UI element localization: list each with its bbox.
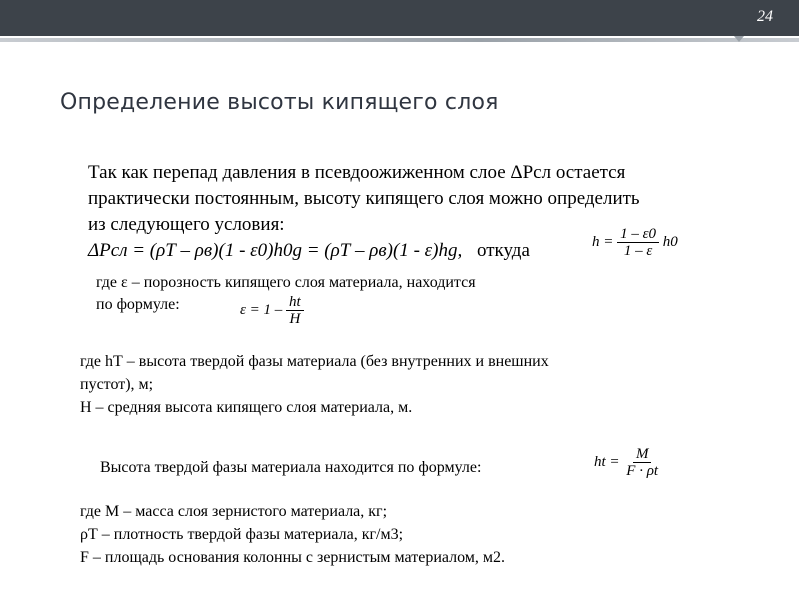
slide-title: Определение высоты кипящего слоя [60,90,499,115]
formula-h: h = $\frac{1 - \varepsilon 0}{1 - \varepsilon}$ h0 [592,226,678,259]
intro-line-1: Так как перепад давления в псевдоожиженном слое ΔPсл остается [88,162,626,183]
intro-line-2: практически постоянным, высоту кипящего слоя можно определить [88,188,640,209]
formula-eps-denominator: H [289,311,301,327]
definitions-1: где hТ – высота твердой фазы материала (без внутренних и внешних пустот), м; H – средняя высота кипящего слоя материала, м. [80,353,549,416]
formula-eps: ε = 1 – $\frac{ht}{H}$ [240,294,304,327]
formula-h-numerator: 1 – ε0 [617,226,659,243]
formula-h-denominator: 1 – ε [623,243,653,259]
formula-ht-denominator: F · ρt [626,463,659,479]
equation-text: ΔPсл = (ρТ – ρв)(1 - ε0)h0g = (ρТ – ρв)(1 - ε)hg, [88,240,463,261]
header-rule [0,38,799,42]
equation-suffix: откуда [476,240,530,261]
page-number: 24 [757,8,773,25]
definitions-2: где M – масса слоя зернистого материала, кг; ρТ – плотность твердой фазы материала, кг/м3; F – площадь основания колонны с зернистым материалом, м2. [80,503,506,566]
formula-ht-numerator: M [633,446,652,463]
rule-marker [734,36,744,42]
porosity-text: где ε – порозность кипящего слоя материала, находится по формуле: [96,274,476,313]
header-bar [0,0,799,36]
intro-line-3: из следующего условия: [88,214,285,235]
solid-height-text: Высота твердой фазы материала находится по формуле: [100,459,482,476]
formula-eps-numerator: ht [286,294,304,311]
formula-ht: ht = $\frac{M}{F \cdot \rho t}$ [594,446,661,479]
